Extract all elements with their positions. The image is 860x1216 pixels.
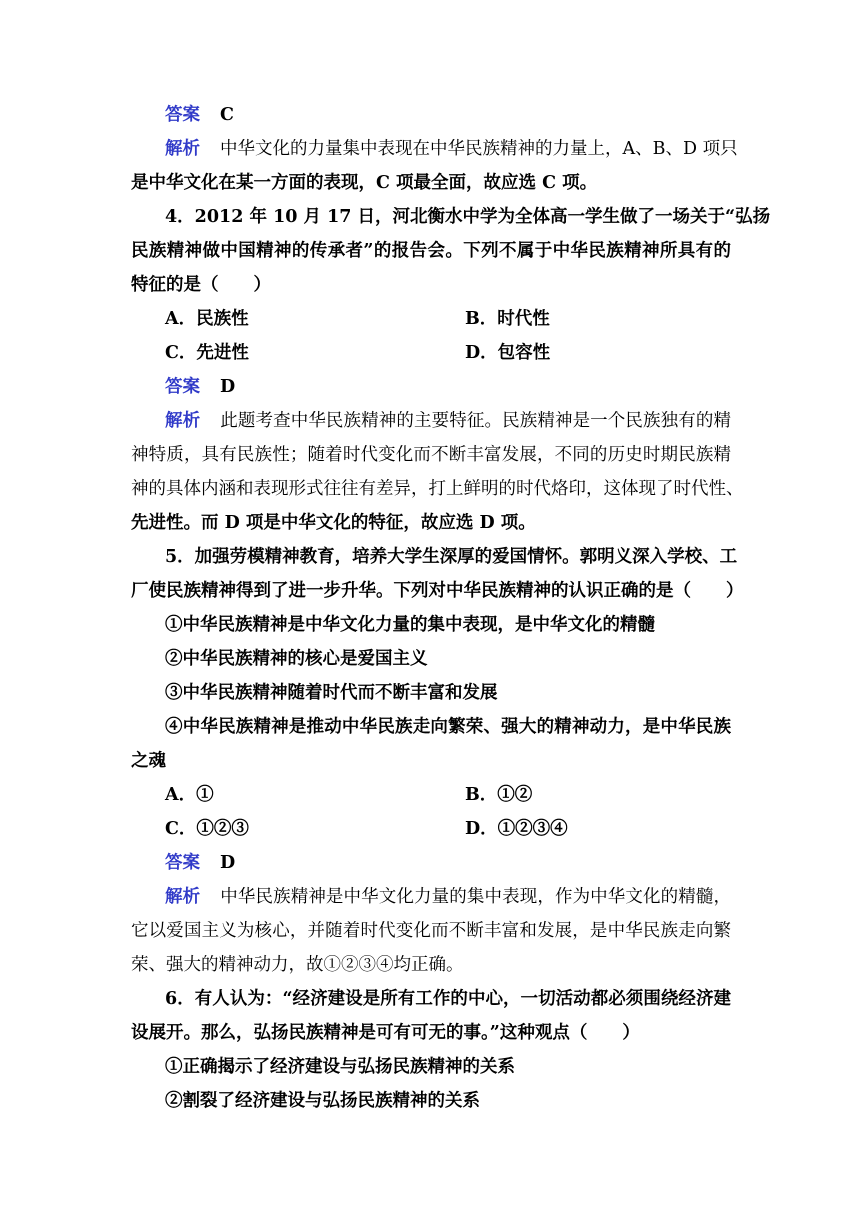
answer-row-q4 <box>165 370 765 404</box>
question-6-stem: 设展开。那么，弘扬民族精神是可有可无的事。”这种观点（ ） <box>131 1023 640 1043</box>
option-d: D．包容性 <box>465 343 551 363</box>
option-c: C．①②③ <box>165 819 249 839</box>
answer-value: C <box>220 105 234 125</box>
options-row <box>0 812 860 846</box>
question-4-stem: 4．2012 年 10 月 17 日，河北衡水中学为全体高一学生做了一场关于“弘扬 <box>165 207 771 227</box>
statement-item: ①正确揭示了经济建设与弘扬民族精神的关系 <box>165 1057 515 1077</box>
analysis-text-line: 荣、强大的精神动力，故①②③④均正确。 <box>131 955 464 975</box>
analysis-row-q5 <box>165 880 731 914</box>
statement-item: ①中华民族精神是中华文化力量的集中表现，是中华文化的精髓 <box>165 615 655 635</box>
answer-label: 答案 <box>165 105 200 125</box>
statement-item: ②中华民族精神的核心是爱国主义 <box>165 649 428 669</box>
answer-value: D <box>220 853 236 873</box>
analysis-label: 解析 <box>165 887 201 907</box>
question-5-stem: 5．加强劳模精神教育，培养大学生深厚的爱国情怀。郭明义深入学校、工 <box>165 547 738 567</box>
analysis-row-q4 <box>165 404 731 438</box>
analysis-text-line: 先进性。而 D 项是中华文化的特征，故应选 D 项。 <box>131 513 536 533</box>
analysis-label: 解析 <box>165 411 201 431</box>
options-row <box>0 302 860 336</box>
answer-row-q3 <box>165 98 765 132</box>
options-row <box>0 336 860 370</box>
analysis-text-line: 神的具体内涵和表现形式往往有差异，打上鲜明的时代烙印，这体现了时代性、 <box>131 479 744 499</box>
analysis-text-line: 它以爱国主义为核心，并随着时代变化而不断丰富和发展，是中华民族走向繁 <box>131 921 731 941</box>
question-4-stem: 民族精神做中国精神的传承者”的报告会。下列不属于中华民族精神所具有的 <box>131 241 731 261</box>
answer-value: D <box>220 377 236 397</box>
option-d: D．①②③④ <box>465 819 568 839</box>
analysis-text: 中华民族精神是中华文化力量的集中表现，作为中华文化的精髓， <box>220 887 731 907</box>
option-a: A．① <box>165 785 214 805</box>
analysis-text: 中华文化的力量集中表现在中华民族精神的力量上，A、B、D 项只 <box>220 139 738 159</box>
question-4-stem: 特征的是（ ） <box>131 275 271 295</box>
analysis-label: 解析 <box>165 139 200 159</box>
option-a: A．民族性 <box>165 309 249 329</box>
statement-item: ④中华民族精神是推动中华民族走向繁荣、强大的精神动力，是中华民族 <box>165 717 731 737</box>
answer-label: 答案 <box>165 377 200 397</box>
analysis-text-line: 神特质，具有民族性；随着时代变化而不断丰富发展，不同的历史时期民族精 <box>131 445 731 465</box>
options-row <box>0 778 860 812</box>
option-b: B．①② <box>465 785 533 805</box>
analysis-row-q3 <box>165 132 738 166</box>
question-6-stem: 6．有人认为：“经济建设是所有工作的中心，一切活动都必须围绕经济建 <box>165 989 731 1009</box>
statement-item: ③中华民族精神随着时代而不断丰富和发展 <box>165 683 498 703</box>
answer-row-q5 <box>165 846 765 880</box>
statement-item: 之魂 <box>131 751 166 771</box>
statement-item: ②割裂了经济建设与弘扬民族精神的关系 <box>165 1091 480 1111</box>
question-5-stem: 厂使民族精神得到了进一步升华。下列对中华民族精神的认识正确的是（ ） <box>131 581 744 601</box>
answer-label: 答案 <box>165 853 200 873</box>
option-b: B．时代性 <box>465 309 550 329</box>
analysis-text: 此题考查中华民族精神的主要特征。民族精神是一个民族独有的精 <box>220 411 731 431</box>
analysis-text-line: 是中华文化在某一方面的表现，C 项最全面，故应选 C 项。 <box>131 173 598 193</box>
option-c: C．先进性 <box>165 343 249 363</box>
